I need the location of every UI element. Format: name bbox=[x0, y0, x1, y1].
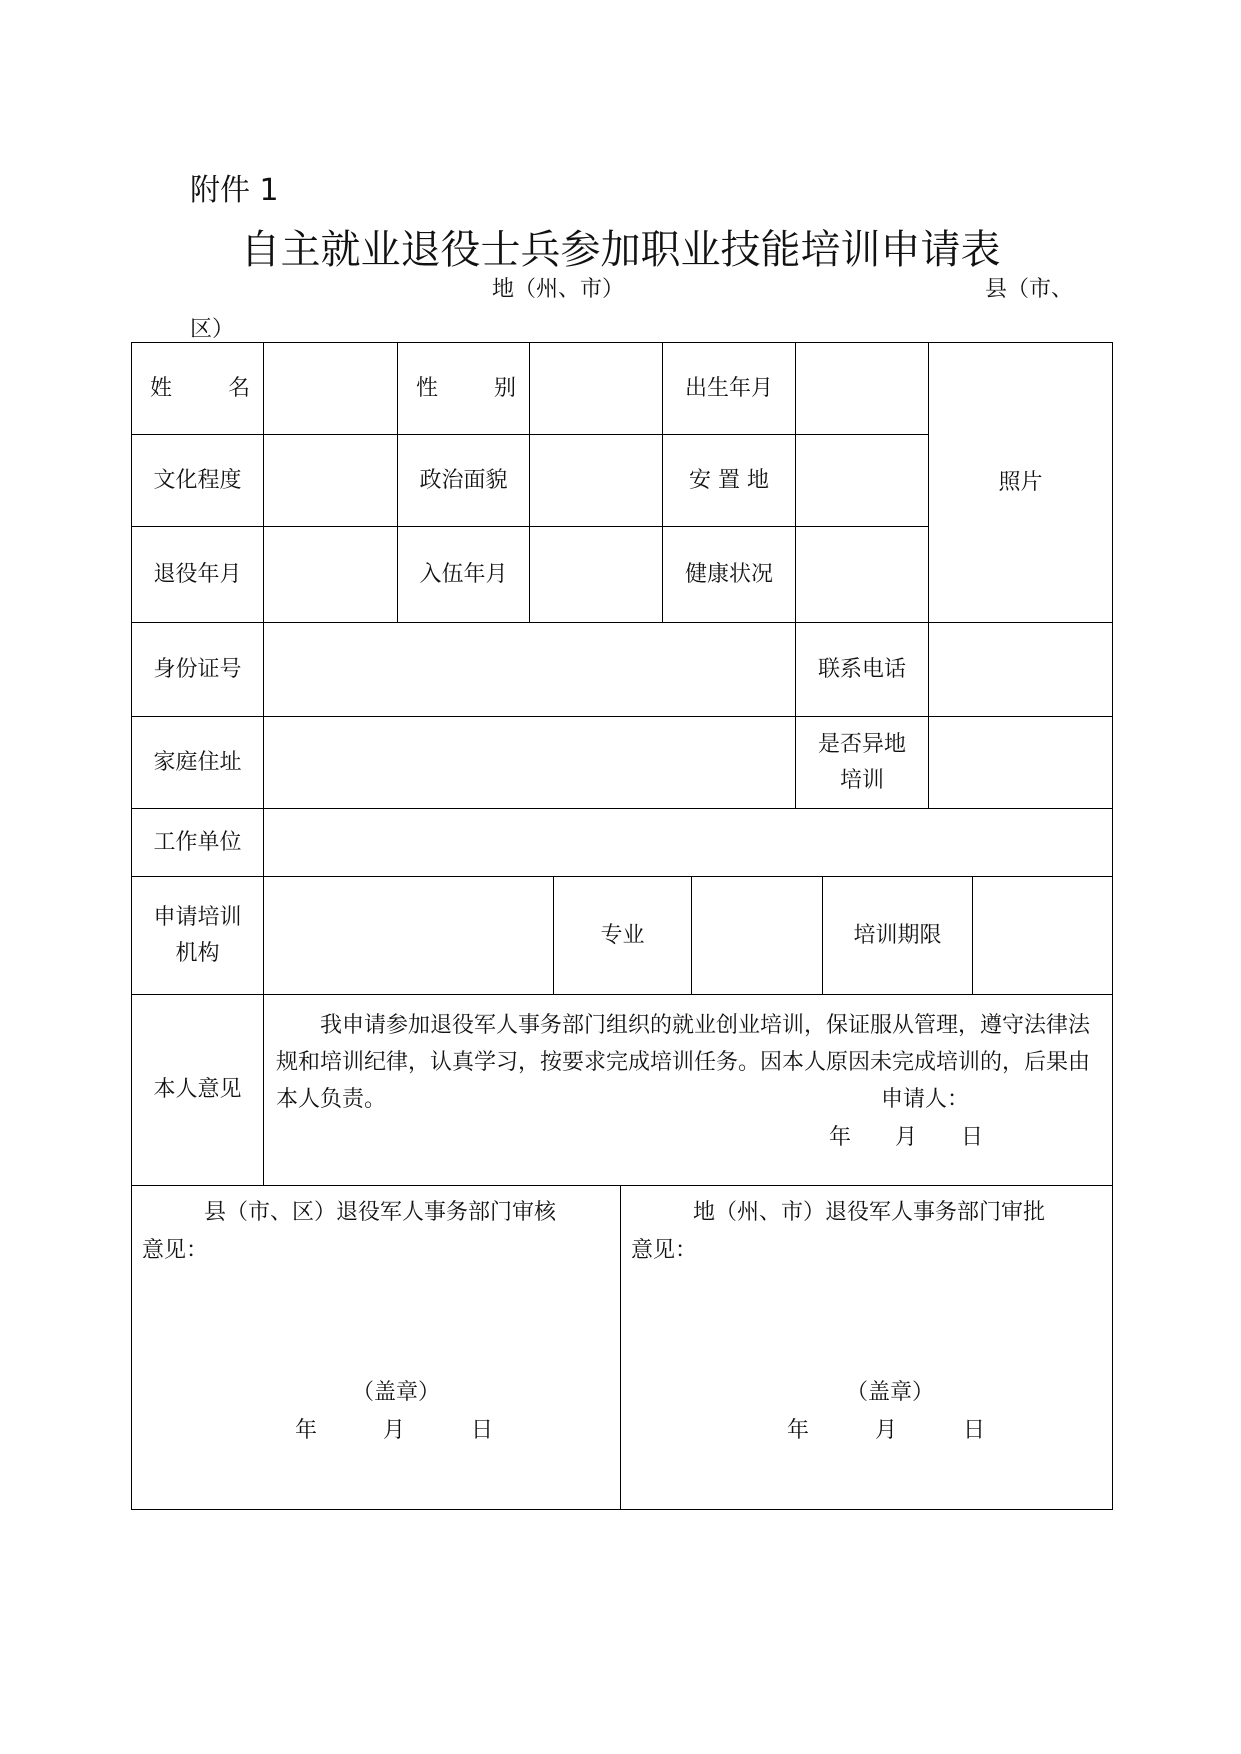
opinion-label: 本人意见 bbox=[131, 994, 264, 1186]
health-label: 健康状况 bbox=[662, 526, 796, 623]
health-input[interactable] bbox=[795, 526, 929, 623]
enlist-input[interactable] bbox=[529, 526, 663, 623]
education-input[interactable] bbox=[263, 434, 398, 527]
gender-label-char: 性 bbox=[416, 375, 439, 401]
discharge-input[interactable] bbox=[263, 526, 398, 623]
period-input[interactable] bbox=[972, 876, 1113, 995]
prefecture-date: 年 月 日 bbox=[787, 1418, 986, 1443]
institution-input[interactable] bbox=[263, 876, 554, 995]
work-input[interactable] bbox=[263, 808, 1113, 877]
id-label: 身份证号 bbox=[131, 622, 264, 717]
major-input[interactable] bbox=[691, 876, 823, 995]
statement-date: 年 月 日 bbox=[829, 1125, 984, 1150]
name-label-char: 姓 bbox=[150, 375, 173, 401]
statement-box bbox=[263, 994, 1113, 1186]
name-label bbox=[131, 342, 264, 435]
statement-text: 我申请参加退役军人事务部门组织的就业创业培训，保证服从管理，遵守法律法规和培训纪律，认真学习，按要求完成培训任务。因本人原因未完成培训的，后果由本人负责。 bbox=[276, 1013, 1091, 1112]
placement-label: 安 置 地 bbox=[662, 434, 796, 527]
work-label: 工作单位 bbox=[131, 808, 264, 877]
education-label: 文化程度 bbox=[131, 434, 264, 527]
form-title: 自主就业退役士兵参加职业技能培训申请表 bbox=[240, 227, 1001, 273]
address-label: 家庭住址 bbox=[131, 716, 264, 809]
major-label: 专业 bbox=[553, 876, 692, 995]
phone-label: 联系电话 bbox=[795, 622, 929, 717]
county-review-box[interactable] bbox=[131, 1185, 621, 1510]
period-label: 培训期限 bbox=[822, 876, 973, 995]
photo-box[interactable]: 照片 bbox=[928, 342, 1113, 623]
birth-input[interactable] bbox=[795, 342, 929, 435]
gender-label-char: 别 bbox=[493, 375, 516, 401]
county-date: 年 月 日 bbox=[295, 1418, 494, 1443]
prefecture-field-label: 地（州、市） bbox=[492, 277, 625, 302]
birth-label: 出生年月 bbox=[662, 342, 796, 435]
address-input[interactable] bbox=[263, 716, 796, 809]
politics-input[interactable] bbox=[529, 434, 663, 527]
county-seal: （盖章） bbox=[352, 1380, 441, 1405]
remote-label: 是否异地培训 bbox=[795, 716, 929, 809]
enlist-label: 入伍年月 bbox=[397, 526, 530, 623]
remote-input[interactable] bbox=[928, 716, 1113, 809]
institution-label: 申请培训机构 bbox=[131, 876, 264, 995]
prefecture-review-title: 地（州、市）退役军人事务部门审批 bbox=[693, 1200, 1046, 1225]
prefecture-seal: （盖章） bbox=[846, 1380, 935, 1405]
county-field-label: 县（市、 bbox=[985, 277, 1074, 302]
county-review-opinion: 意见： bbox=[142, 1238, 209, 1263]
gender-input[interactable] bbox=[529, 342, 663, 435]
id-input[interactable] bbox=[263, 622, 796, 717]
attachment-label: 附件 1 bbox=[190, 173, 279, 208]
phone-input[interactable] bbox=[928, 622, 1113, 717]
name-label-char: 名 bbox=[227, 375, 250, 401]
name-input[interactable] bbox=[263, 342, 398, 435]
county-field-label-end: 区） bbox=[190, 317, 235, 342]
placement-input[interactable] bbox=[795, 434, 929, 527]
prefecture-review-box[interactable] bbox=[620, 1185, 1113, 1510]
applicant-label: 申请人： bbox=[881, 1087, 970, 1112]
gender-label bbox=[397, 342, 530, 435]
discharge-label: 退役年月 bbox=[131, 526, 264, 623]
politics-label: 政治面貌 bbox=[397, 434, 530, 527]
prefecture-review-opinion: 意见： bbox=[631, 1238, 698, 1263]
county-review-title: 县（市、区）退役军人事务部门审核 bbox=[204, 1200, 557, 1225]
